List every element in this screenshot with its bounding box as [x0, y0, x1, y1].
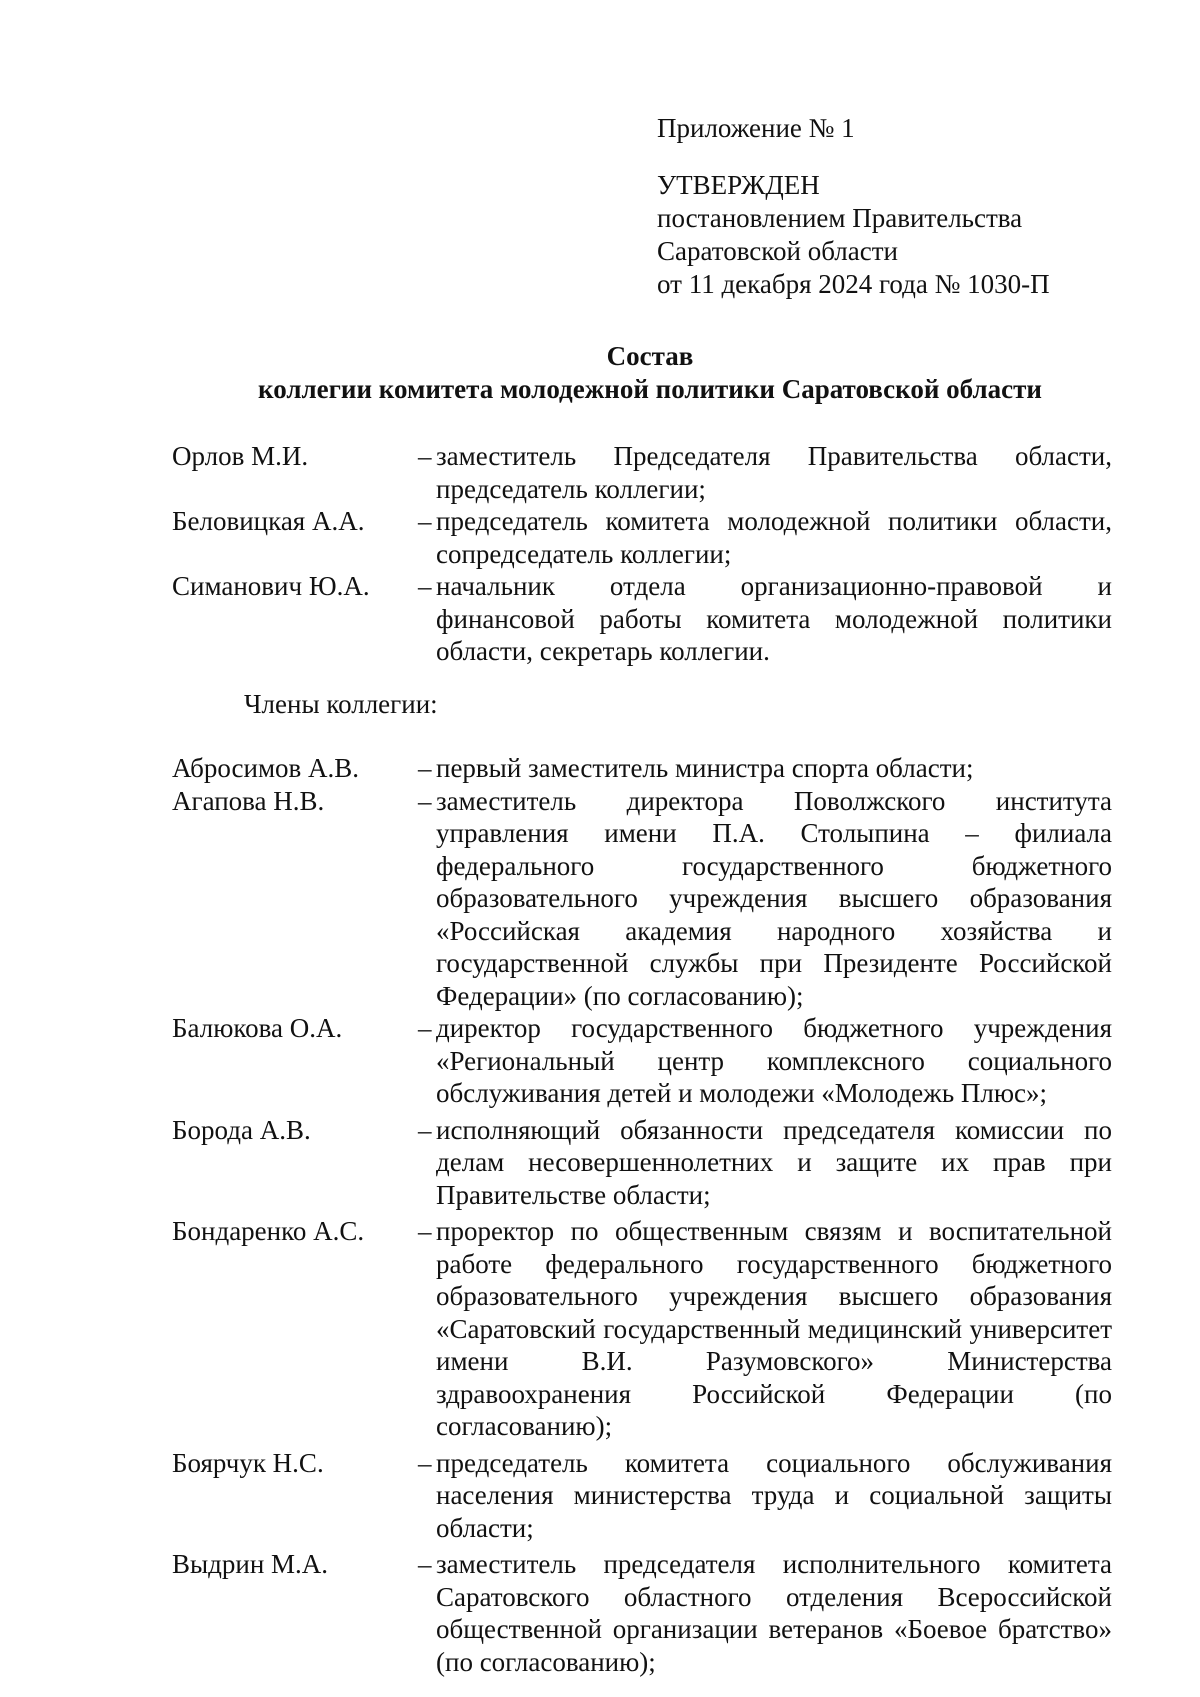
member-name: Беловицкая А.А. [172, 506, 365, 536]
dash: – [418, 1013, 432, 1043]
list-item [172, 1012, 1112, 1110]
dash: – [418, 1447, 432, 1478]
annex-number: Приложение № 1 [657, 113, 855, 143]
list-item [172, 752, 1112, 785]
dash: – [418, 1114, 432, 1145]
dash: – [418, 506, 432, 536]
dash: – [418, 441, 432, 471]
member-role: проректор по общественным связям и воспитательной работе федерального государственного бюджетного образовательного учреждения высшего образования «Саратовский государственный медицинский университет имени В.И. Разумовского» Министерства здравоохранения Российской Федерации (по согласованию); [436, 1216, 1112, 1441]
member-name: Выдрин М.А. [172, 1549, 329, 1579]
member-name: Симанович Ю.А. [172, 571, 370, 601]
list-item [172, 570, 1112, 668]
member-name: Бондаренко А.С. [172, 1216, 365, 1246]
decree-line-1: постановлением Правительства [657, 203, 1023, 233]
approved-label: УТВЕРЖДЕН [657, 170, 820, 200]
list-item [172, 1447, 1112, 1545]
leaders-list [172, 440, 1112, 668]
list-item [172, 1215, 1112, 1443]
document-title [0, 340, 1200, 406]
member-role: заместитель Председателя Правительства области, председатель коллегии; [436, 441, 1112, 504]
member-name: Боярчук Н.С. [172, 1447, 324, 1478]
member-name: Абросимов А.В. [172, 753, 360, 783]
member-role: начальник отдела организационно-правовой и финансовой работы комитета молодежной политики области, секретарь коллегии. [436, 571, 1112, 666]
dash: – [418, 571, 432, 601]
list-item [172, 440, 1112, 505]
member-role: председатель комитета молодежной политики области, сопредседатель коллегии; [436, 506, 1112, 569]
member-role: председатель комитета социального обслуживания населения министерства труда и социальной защиты области; [436, 1447, 1112, 1543]
decree-line-2: Саратовской области [657, 236, 898, 266]
member-role: заместитель председателя исполнительного комитета Саратовского областного отделения Всероссийской общественной организации ветеранов «Боевое братство» (по согласованию); [436, 1549, 1112, 1677]
approval-stamp-block [657, 112, 1137, 301]
member-name: Борода А.В. [172, 1114, 311, 1145]
member-name: Агапова Н.В. [172, 785, 325, 816]
dash: – [418, 785, 432, 816]
member-role: директор государственного бюджетного учреждения «Региональный центр комплексного социального обслуживания детей и молодежи «Молодежь Плюс»; [436, 1013, 1112, 1108]
dash: – [418, 753, 432, 783]
title-line-2: коллегии комитета молодежной политики Саратовской области [258, 374, 1042, 404]
decree-date: от 11 декабря 2024 года № 1030-П [657, 269, 1050, 299]
list-item [172, 1114, 1112, 1212]
list-item [172, 785, 1112, 1013]
member-name: Балюкова О.А. [172, 1013, 343, 1043]
member-role: заместитель директора Поволжского института управления имени П.А. Столыпина – филиала федерального государственного бюджетного образовательного учреждения высшего образования «Российская академия народного хозяйства и государственной службы при Президенте Российской Федерации» (по согласованию); [436, 785, 1112, 1011]
dash: – [418, 1216, 432, 1246]
member-role: исполняющий обязанности председателя комиссии по делам несовершеннолетних и защите их прав при Правительстве области; [436, 1114, 1112, 1210]
members-heading: Члены коллегии: [244, 689, 438, 719]
members-list [172, 752, 1112, 1678]
member-role: первый заместитель министра спорта области; [436, 753, 974, 783]
list-item [172, 1548, 1112, 1678]
member-name: Орлов М.И. [172, 441, 309, 471]
list-item [172, 505, 1112, 570]
dash: – [418, 1549, 432, 1579]
title-line-1: Состав [606, 341, 694, 371]
